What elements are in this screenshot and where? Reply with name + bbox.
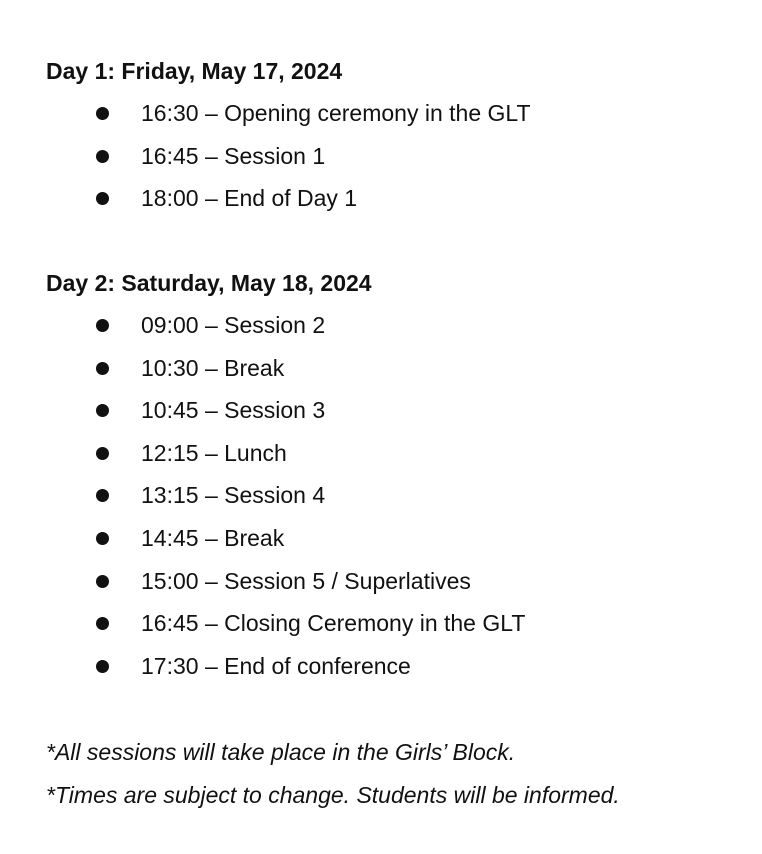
bullet-icon [96, 404, 109, 417]
schedule-item-text: 10:45 – Session 3 [141, 397, 326, 424]
schedule-item-text: 14:45 – Break [141, 524, 285, 551]
schedule-item-text: 15:00 – Session 5 / Superlatives [141, 567, 471, 594]
schedule-item-text: 18:00 – End of Day 1 [141, 185, 358, 212]
bullet-icon [96, 617, 109, 630]
footnote-venue: *All sessions will take place in the Girls’ Block. [46, 739, 516, 765]
bullet-icon [96, 150, 109, 163]
day-2-heading: Day 2: Saturday, May 18, 2024 [46, 270, 372, 296]
bullet-icon [96, 319, 109, 332]
schedule-item-text: 12:15 – Lunch [141, 439, 287, 466]
schedule-item-text: 17:30 – End of conference [141, 652, 411, 679]
schedule-item-text: 13:15 – Session 4 [141, 482, 326, 509]
bullet-icon [96, 192, 109, 205]
bullet-icon [96, 107, 109, 120]
schedule-item-text: 16:45 – Session 1 [141, 142, 326, 169]
bullet-icon [96, 660, 109, 673]
schedule-item-text: 16:45 – Closing Ceremony in the GLT [141, 610, 526, 637]
bullet-icon [96, 447, 109, 460]
footnote-times: *Times are subject to change. Students will be informed. [46, 782, 620, 808]
schedule-item-text: 10:30 – Break [141, 354, 285, 381]
schedule-item-text: 09:00 – Session 2 [141, 312, 326, 338]
bullet-icon [96, 489, 109, 502]
schedule-item-text: 16:30 – Opening ceremony in the GLT [141, 100, 531, 126]
day-1-heading: Day 1: Friday, May 17, 2024 [46, 58, 343, 84]
bullet-icon [96, 362, 109, 375]
bullet-icon [96, 575, 109, 588]
bullet-icon [96, 532, 109, 545]
